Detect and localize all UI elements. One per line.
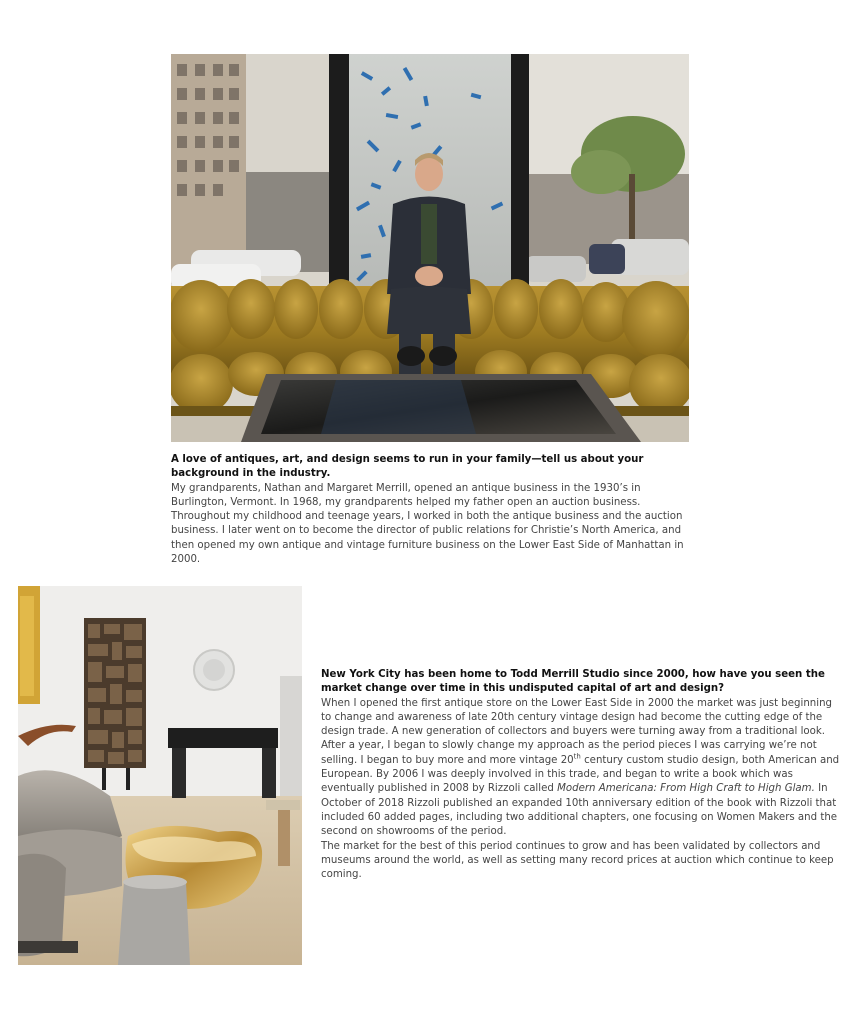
ordinal-suffix: th [573, 752, 581, 761]
book-title: Modern Americana: From High Craft to High Glam. [557, 783, 815, 795]
answer-text: century custom studio design, both American and European. By 2006 I was deeply involved in this trade, and began to write a book which was eventually published in 2008 by Rizzoli called [321, 754, 840, 795]
gallery-showroom-photo [18, 586, 302, 965]
answer-text: In October of 2018 Rizzoli published an expanded 10th anniversary edition of the book with Rizzoli that included 60 added pages, including two additional chapters, one focusing on Women Makers and the second on showrooms of the period. [321, 783, 838, 838]
answer-paragraph-1 [321, 697, 843, 840]
hero-photo-man-on-sofa [171, 54, 689, 442]
question-heading: A love of antiques, art, and design seems to run in your family—tell us about your background in the industry. [171, 454, 644, 480]
answer-paragraph: My grandparents, Nathan and Margaret Merrill, opened an antique business in the 1930’s in Burlington, Vermont. In 1968, my grandparents helped my father open an auction business. Throughout my childhood and teenage years, I worked in both the antique business and the auction business. I later went on to become the director of public relations for Christie’s North America, and then opened my own antique and vintage furniture business on the Lower East Side of Manhattan in 2000. [171, 482, 684, 566]
answer-text: When I opened the first antique store on the Lower East Side in 2000 the market was just beginning to change and awareness of late 20th century vintage design had become the cutting edge of the design trade. A new generation of collectors and buyers were turning away from a traditional look. After a year, I began to slowly change my approach as the period pieces I was carrying we’re not selling. I began to buy more and more vintage 20 [321, 697, 833, 766]
interview-block-market [321, 668, 843, 882]
interview-block-background [171, 453, 691, 567]
hero-photo-illustration [171, 54, 689, 442]
answer-paragraph-2: The market for the best of this period continues to grow and has been validated by collectors and museums around the world, as well as setting many record prices at auction which continue to keep coming. [321, 840, 834, 881]
gallery-photo-illustration [18, 586, 302, 965]
question-heading: New York City has been home to Todd Merrill Studio since 2000, how have you seen the market change over time in this undisputed capital of art and design? [321, 669, 825, 695]
